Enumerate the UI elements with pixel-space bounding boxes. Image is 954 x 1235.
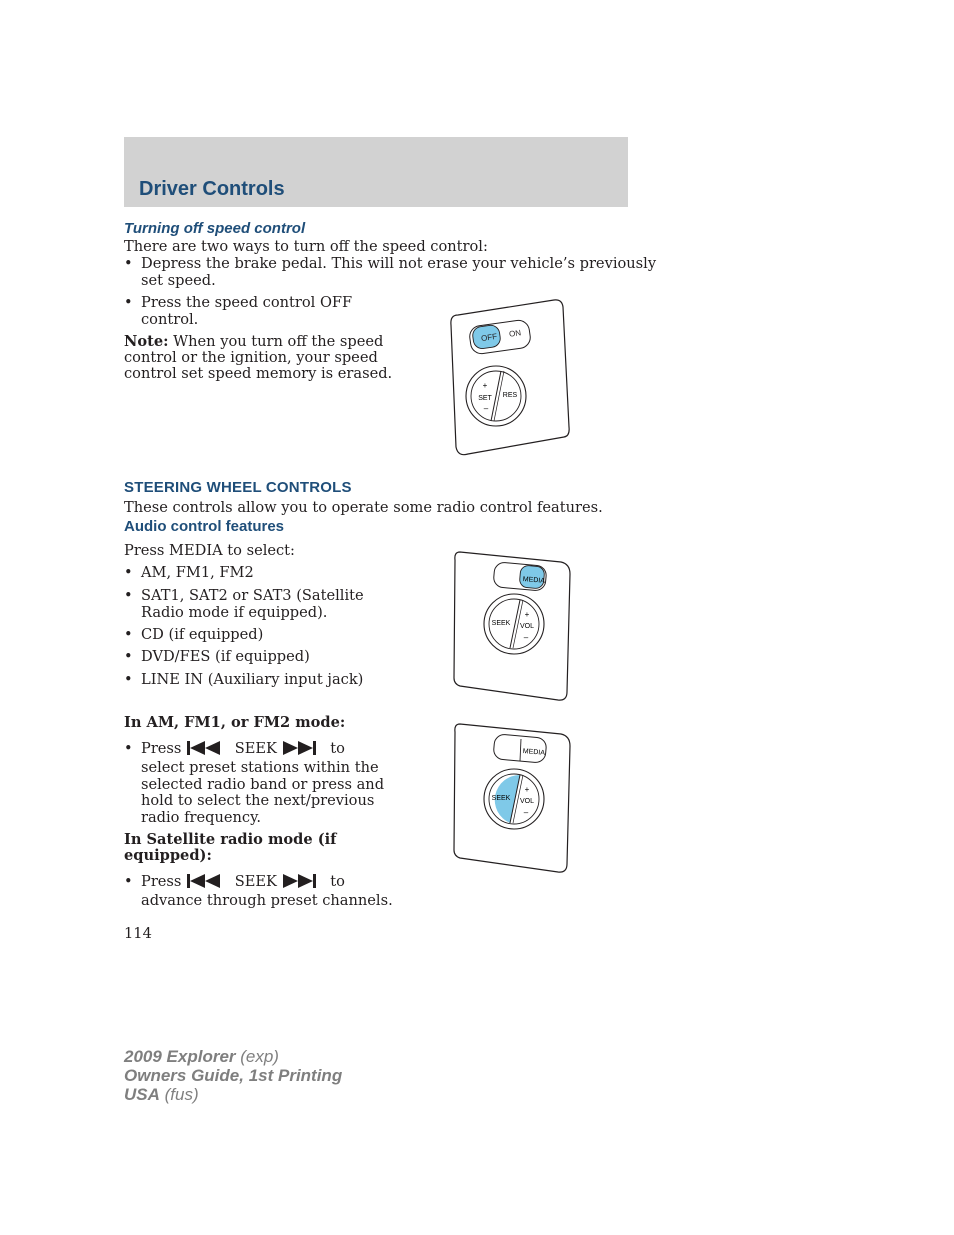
page-title: Driver Controls	[139, 178, 285, 200]
list-item-text: AM, FM1, FM2	[141, 564, 254, 581]
intro-text: There are two ways to turn off the speed control:	[124, 238, 488, 255]
list-item-text: Press the speed control OFF	[141, 294, 353, 311]
note-text: control or the ignition, your speed	[124, 349, 378, 366]
seek-vol-dial	[484, 594, 544, 654]
document-footer	[124, 1047, 342, 1104]
footer-line: Owners Guide, 1st Printing	[124, 1066, 343, 1085]
page-number: 114	[124, 925, 152, 942]
press-media-text: Press MEDIA to select:	[124, 542, 295, 559]
seek-forward-icon	[282, 741, 318, 755]
media-button-illustration	[450, 548, 576, 704]
satellite-mode-heading: In Satellite radio mode (if	[124, 831, 337, 848]
speed-control-illustration	[446, 297, 572, 459]
vol-label: VOL	[519, 623, 535, 630]
list-item-text: DVD/FES (if equipped)	[141, 648, 310, 665]
svg-text:–: –	[523, 633, 529, 642]
res-label: RES	[502, 392, 518, 399]
satellite-mode-heading: equipped):	[124, 847, 212, 864]
seek-back-icon	[186, 741, 222, 755]
list-item-text: Depress the brake pedal. This will not erase your vehicle’s previously	[141, 255, 657, 272]
list-item-text: control.	[141, 310, 199, 328]
media-label: MEDIA	[522, 748, 546, 757]
footer-line: USA (fus)	[124, 1085, 199, 1104]
svg-text:+: +	[482, 381, 488, 390]
list-item: • Press SEEK to advance through preset channels.	[124, 873, 393, 909]
am-mode-heading: In AM, FM1, or FM2 mode:	[124, 714, 346, 731]
list-item-text: Radio mode if equipped).	[141, 603, 328, 621]
subheading-audio: Audio control features	[124, 518, 285, 535]
note-text: When you turn off the speed	[168, 333, 384, 350]
list-item-text: Press SEEK to	[141, 740, 345, 757]
seek-label: SEEK	[491, 620, 511, 627]
seek-forward-icon	[282, 874, 318, 888]
bullet-dot: •	[124, 294, 133, 311]
list-item-text: CD (if equipped)	[141, 626, 264, 643]
list-item-text: selected radio band or press and	[141, 775, 385, 793]
vol-label: VOL	[519, 798, 535, 805]
seek-label: SEEK	[491, 795, 511, 802]
list-item-text: advance through preset channels.	[141, 892, 393, 909]
svg-text:–: –	[483, 404, 489, 413]
list-item-text: hold to select the next/previous	[141, 792, 375, 809]
section-heading-turning-off: Turning off speed control	[124, 220, 306, 237]
set-label: SET	[478, 395, 492, 402]
note-text: control set speed memory is erased.	[124, 365, 393, 382]
intro-text: These controls allow you to operate some radio control features.	[124, 499, 603, 516]
footer-line: 2009 Explorer (exp)	[124, 1047, 279, 1066]
set-res-dial	[466, 366, 526, 426]
list-item-text: LINE IN (Auxiliary input jack)	[141, 671, 364, 688]
list-item: • Press SEEK to select preset stations within the selected radio band or press and hold to select the next/previous radio frequency.	[124, 740, 385, 826]
on-button	[509, 328, 522, 339]
off-label: OFF	[480, 331, 498, 344]
seek-button-illustration	[450, 720, 576, 876]
svg-text:+: +	[524, 785, 530, 794]
note-label: Note:	[124, 333, 169, 350]
list-item-text: Press SEEK to	[141, 873, 345, 890]
list-item-text: SAT1, SAT2 or SAT3 (Satellite	[141, 587, 364, 604]
list-item-text: set speed.	[141, 271, 216, 289]
bullet-dot: •	[124, 255, 133, 272]
seek-vol-dial	[484, 769, 544, 829]
section-heading-steering: STEERING WHEEL CONTROLS	[124, 479, 352, 496]
svg-text:–: –	[523, 808, 529, 817]
list-item-text: radio frequency.	[141, 808, 262, 826]
seek-back-icon	[186, 874, 222, 888]
list-item-text: select preset stations within the	[141, 759, 379, 776]
on-label: ON	[508, 328, 522, 339]
svg-text:+: +	[524, 610, 530, 619]
media-label: MEDIA	[522, 576, 546, 585]
